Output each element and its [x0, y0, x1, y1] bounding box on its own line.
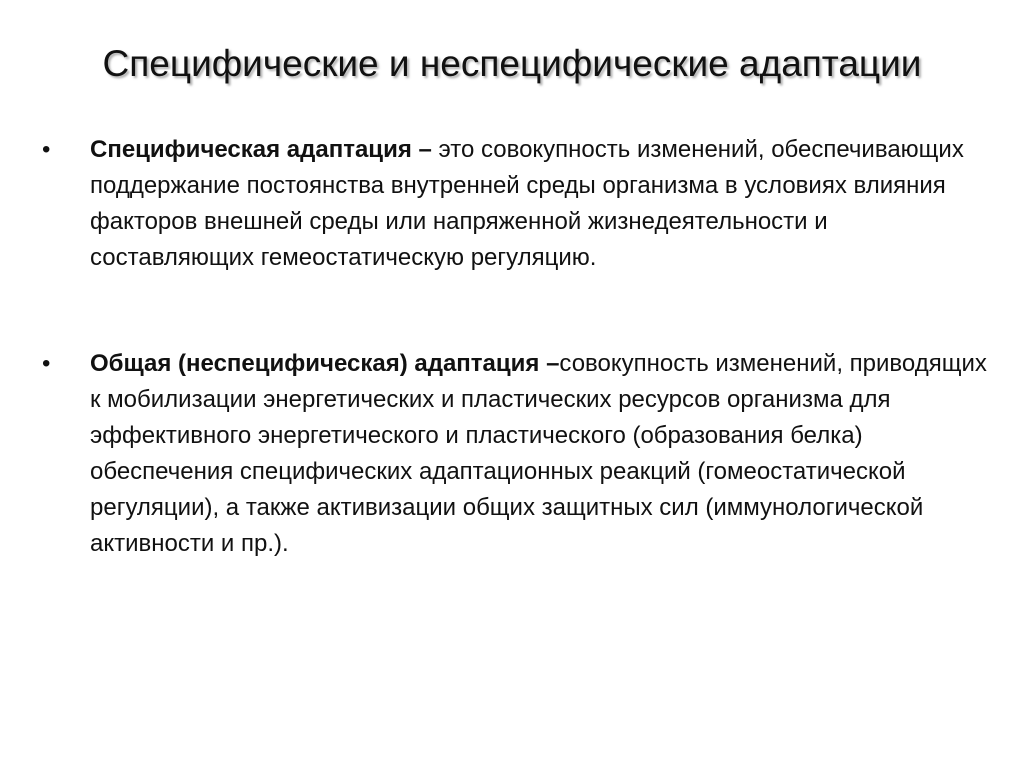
slide-title-text: Специфические и неспецифические адаптации: [102, 43, 922, 84]
slide-title: [0, 36, 1024, 92]
bullet-item-general-adaptation: [40, 346, 990, 562]
bullet-definition: это совокупность изменений, обеспечивающих поддержание постоянства внутренней среды организма в условиях влияния факторов внешней среды или напряженной жизнедеятельности и составляющих гемеостатическую регуляцию.: [90, 136, 964, 271]
bullet-definition: совокупность изменений, приводящих к мобилизации энергетических и пластических ресурсов организма для эффективного энергетического и пластического (образования белка) обеспечения специфических адаптационных реакций (гомеостатической регуляции), а также активизации общих защитных сил (иммунологической активности и пр.).: [90, 350, 987, 557]
bullet-term: Специфическая адаптация –: [90, 136, 432, 163]
bullet-dot-icon: •: [42, 136, 51, 163]
bullet-item-specific-adaptation: [40, 132, 990, 276]
bullet-list: [40, 132, 990, 562]
bullet-term: Общая (неспецифическая) адаптация –: [90, 350, 560, 377]
bullet-dot-icon: •: [42, 350, 51, 377]
